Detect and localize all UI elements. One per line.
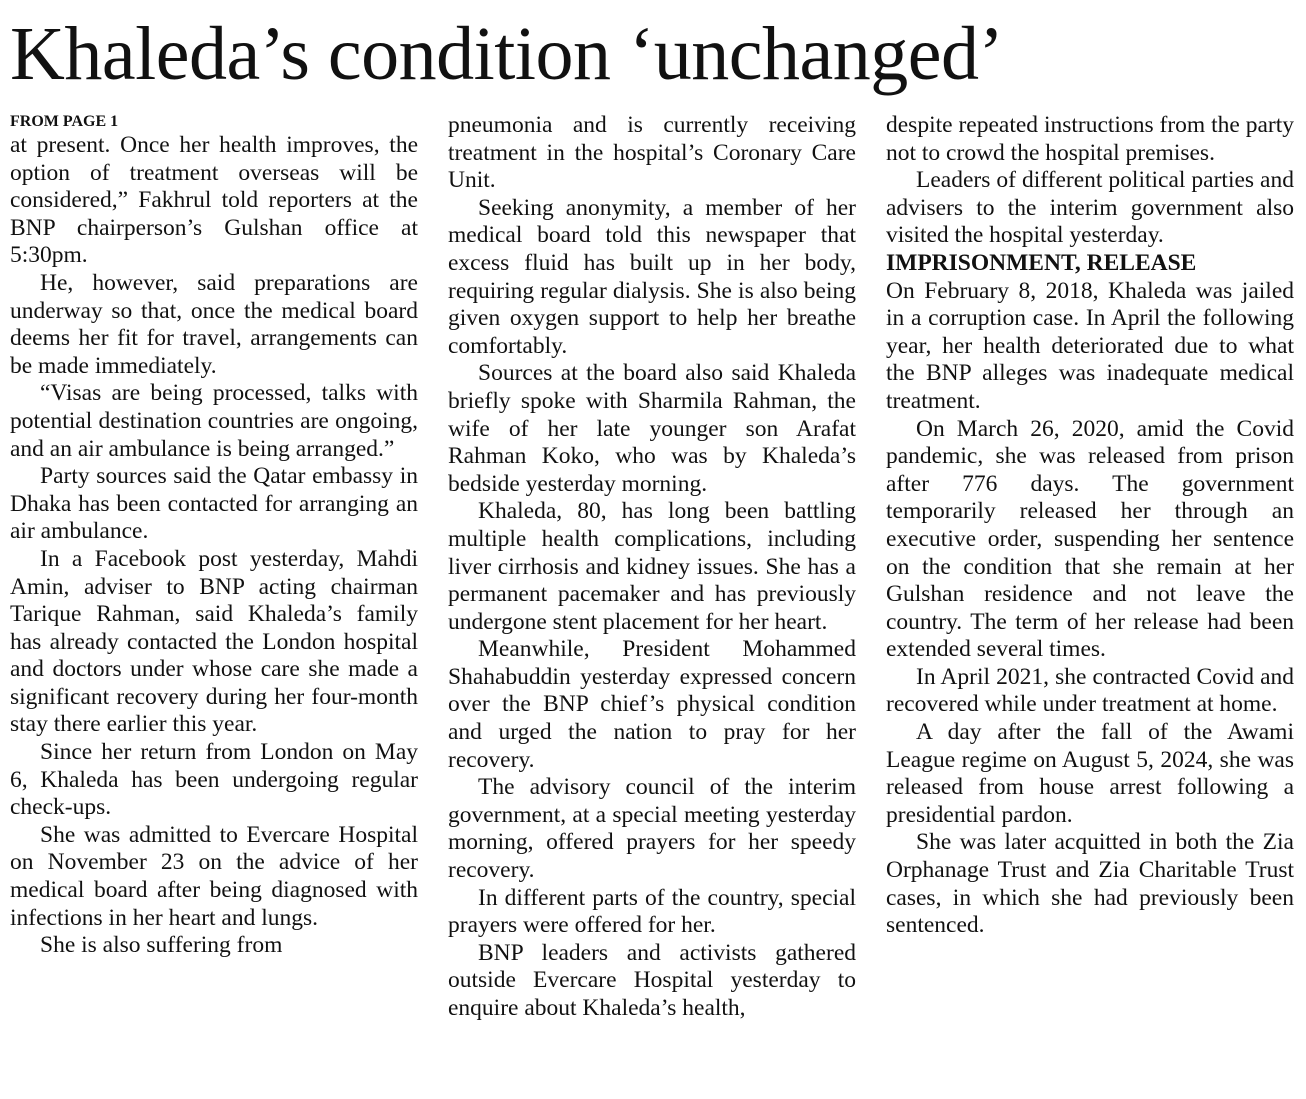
paragraph: Party sources said the Qatar embassy in Dhaka has been contacted for arranging an air ambulance. (10, 463, 418, 545)
paragraph: Since her return from London on May 6, Khaleda has been undergoing regular check-ups. (10, 739, 418, 821)
paragraph: He, however, said preparations are underway so that, once the medical board deems her fit for travel, arrangements can be made immediately. (10, 269, 418, 379)
paragraph: Leaders of different political parties and advisers to the interim government also visited the hospital yesterday. (886, 167, 1294, 249)
paragraph: at present. Once her health improves, the option of treatment overseas will be considered,” Fakhrul told reporters at the BNP chairperson’s Gulshan office at 5:30pm. (10, 132, 418, 269)
article-column-3 (886, 112, 1294, 940)
paragraph: Khaleda, 80, has long been battling multiple health complications, including liver cirrhosis and kidney issues. She has a permanent pacemaker and has previously undergone stent placement for her heart. (448, 498, 856, 635)
paragraph: In different parts of the country, special prayers were offered for her. (448, 884, 856, 939)
headline: Khaleda’s condition ‘unchanged’ (10, 12, 1004, 96)
paragraph: Meanwhile, President Mohammed Shahabuddin yesterday expressed concern over the BNP chief’s physical condition and urged the nation to pray for her recovery. (448, 636, 856, 773)
paragraph: She is also suffering from (40, 932, 283, 959)
paragraph: “Visas are being processed, talks with potential destination countries are ongoing, and an air ambulance is being arranged.” (10, 380, 418, 462)
paragraph: In a Facebook post yesterday, Mahdi Amin, adviser to BNP acting chairman Tarique Rahman, said Khaleda’s family has already contacted the London hospital and doctors under whose care she made a significant recovery during her four-month stay there earlier this year. (10, 545, 418, 738)
paragraph: On March 26, 2020, amid the Covid pandemic, she was released from prison after 776 days. The government temporarily released her through an executive order, suspending her sentence on the condition that she remain at her Gulshan residence and not leave the country. The term of her release had been extended several times. (886, 415, 1294, 663)
paragraph: A day after the fall of the Awami League regime on August 5, 2024, she was released from house arrest following a presidential pardon. (886, 719, 1294, 828)
paragraph: The advisory council of the interim government, at a special meeting yesterday morning, offered prayers for her speedy recovery. (448, 774, 856, 884)
paragraph: Seeking anonymity, a member of her medical board told this newspaper that excess fluid has built up in her body, requiring regular dialysis. She is also being given oxygen support to help her breathe comfortably. (448, 194, 856, 359)
section-subhead: IMPRISONMENT, RELEASE (886, 249, 1197, 276)
paragraph: pneumonia and is currently receiving treatment in the hospital’s Coronary Care Unit. (448, 112, 856, 194)
paragraph: Sources at the board also said Khaleda briefly spoke with Sharmila Rahman, the wife of her late younger son Arafat Rahman Koko, who was by Khaleda’s bedside yesterday morning. (448, 360, 856, 497)
article-column-2 (448, 112, 856, 1023)
paragraph: She was admitted to Evercare Hospital on November 23 on the advice of her medical board after being diagnosed with infections in her heart and lungs. (10, 821, 418, 931)
paragraph: She was later acquitted in both the Zia Orphanage Trust and Zia Charitable Trust cases, in which she had previously been sentenced. (886, 829, 1294, 939)
paragraph: On February 8, 2018, Khaleda was jailed in a corruption case. In April the following year, her health deteriorated due to what the BNP alleges was inadequate medical treatment. (886, 277, 1294, 414)
paragraph: BNP leaders and activists gathered outside Evercare Hospital yesterday to enquire about Khaleda’s health, (448, 939, 856, 1021)
article-column-1 (10, 112, 418, 960)
paragraph: despite repeated instructions from the party not to crowd the hospital premises. (886, 112, 1294, 166)
paragraph: In April 2021, she contracted Covid and recovered while under treatment at home. (886, 663, 1294, 718)
continuation-kicker: FROM PAGE 1 (10, 113, 119, 130)
